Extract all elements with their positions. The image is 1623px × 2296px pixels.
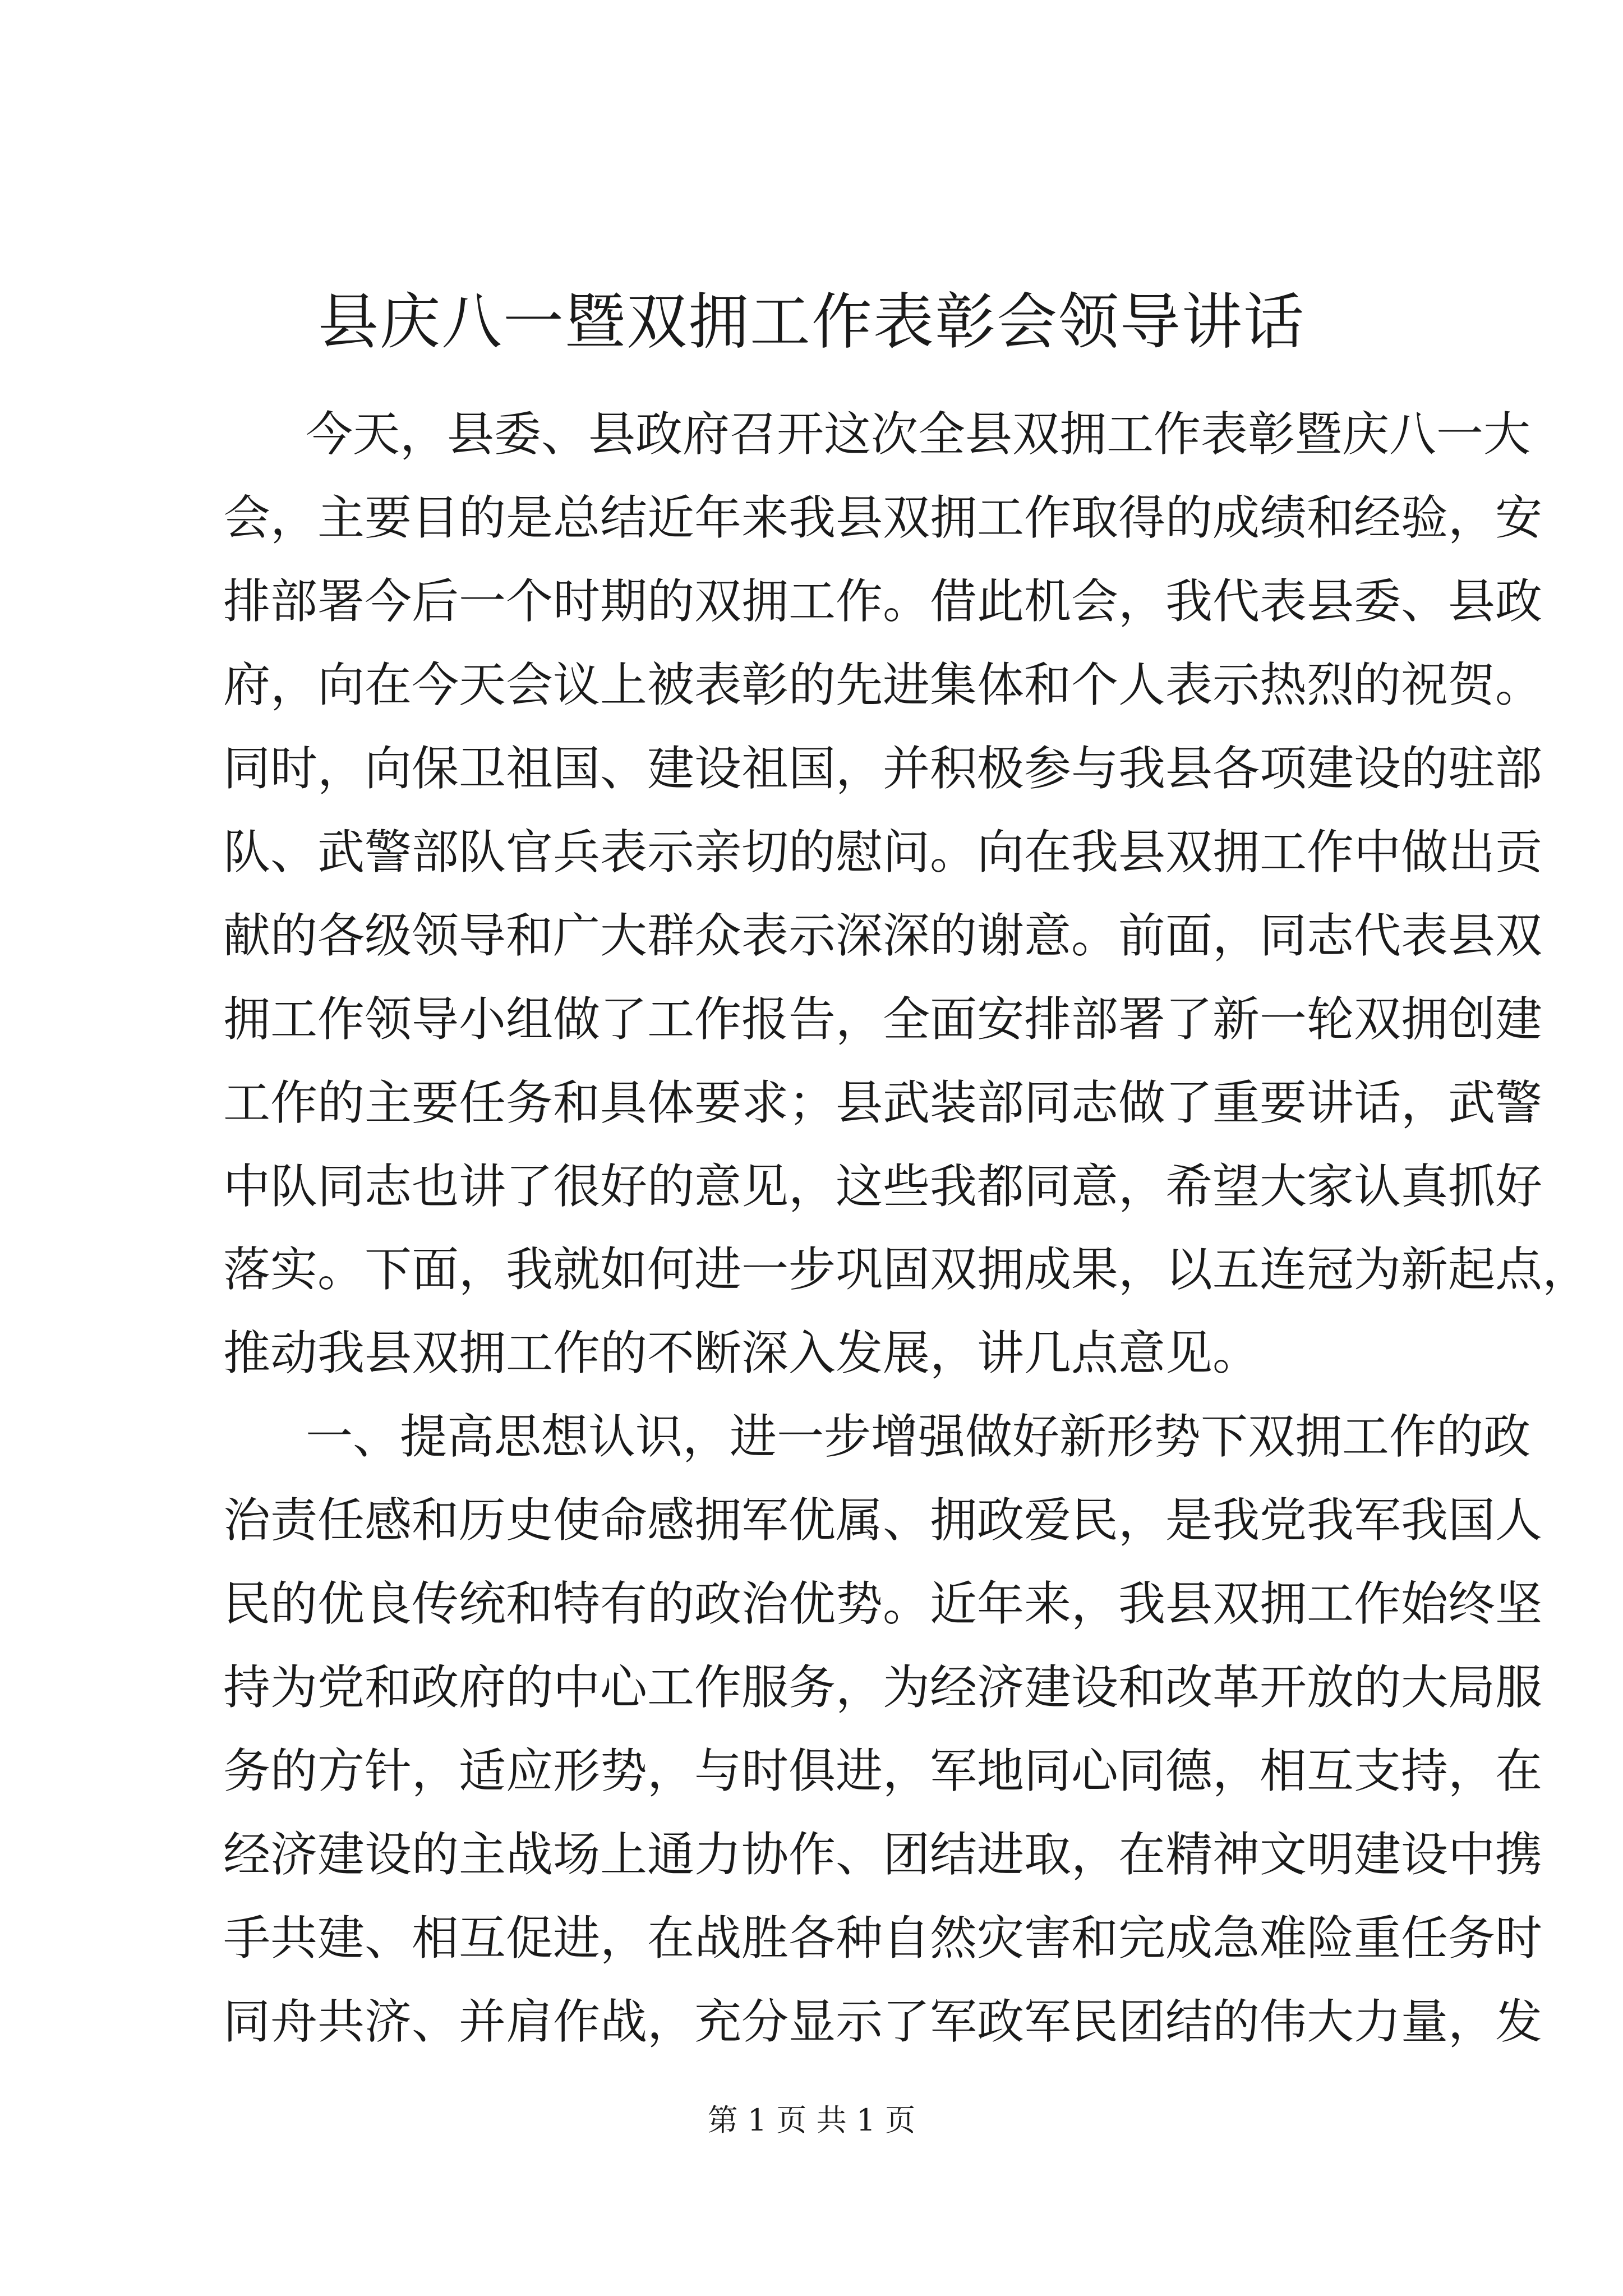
document-title: 县庆八一暨双拥工作表彰会领导讲话 xyxy=(317,287,1305,357)
body-line: 民的优良传统和特有的政治优势。近年来，我县双拥工作始终坚 xyxy=(223,1576,1543,1631)
body-line: 今天，县委、县政府召开这次全县双拥工作表彰暨庆八一大 xyxy=(306,407,1531,462)
body-line: 一、提高思想认识，进一步增强做好新形势下双拥工作的政 xyxy=(306,1409,1531,1464)
body-line: 务的方针，适应形势，与时俱进，军地同心同德，相互支持，在 xyxy=(223,1743,1543,1798)
body-line: 经济建设的主战场上通力协作、团结进取，在精神文明建设中携 xyxy=(223,1827,1543,1882)
body-line: 会，主要目的是总结近年来我县双拥工作取得的成绩和经验，安 xyxy=(223,490,1543,545)
body-line: 拥工作领导小组做了工作报告，全面安排部署了新一轮双拥创建 xyxy=(223,992,1543,1047)
body-line: 队、武警部队官兵表示亲切的慰问。向在我县双拥工作中做出贡 xyxy=(223,825,1543,880)
body-line: 同舟共济、并肩作战，充分显示了军政军民团结的伟大力量，发 xyxy=(223,1994,1543,2049)
body-line: 中队同志也讲了很好的意见，这些我都同意，希望大家认真抓好 xyxy=(223,1159,1543,1214)
body-line: 治责任感和历史使命感拥军优属、拥政爱民，是我党我军我国人 xyxy=(223,1493,1543,1548)
body-line: 工作的主要任务和具体要求；县武装部同志做了重要讲话，武警 xyxy=(223,1075,1543,1130)
body-line: 推动我县双拥工作的不断深入发展，讲几点意见。 xyxy=(223,1326,1260,1381)
body-line: 手共建、相互促进，在战胜各种自然灾害和完成急难险重任务时 xyxy=(223,1911,1543,1966)
body-line: 献的各级领导和广大群众表示深深的谢意。前面，同志代表县双 xyxy=(223,908,1543,963)
body-line: 落实。下面，我就如何进一步巩固双拥成果，以五连冠为新起点， xyxy=(223,1242,1590,1297)
page-number-footer: 第 1 页 共 1 页 xyxy=(707,2102,916,2138)
body-line: 排部署今后一个时期的双拥工作。借此机会，我代表县委、县政 xyxy=(223,574,1543,629)
body-line: 持为党和政府的中心工作服务，为经济建设和改革开放的大局服 xyxy=(223,1660,1543,1715)
body-line: 同时，向保卫祖国、建设祖国，并积极参与我县各项建设的驻部 xyxy=(223,741,1543,796)
body-line: 府，向在今天会议上被表彰的先进集体和个人表示热烈的祝贺。 xyxy=(223,657,1543,712)
